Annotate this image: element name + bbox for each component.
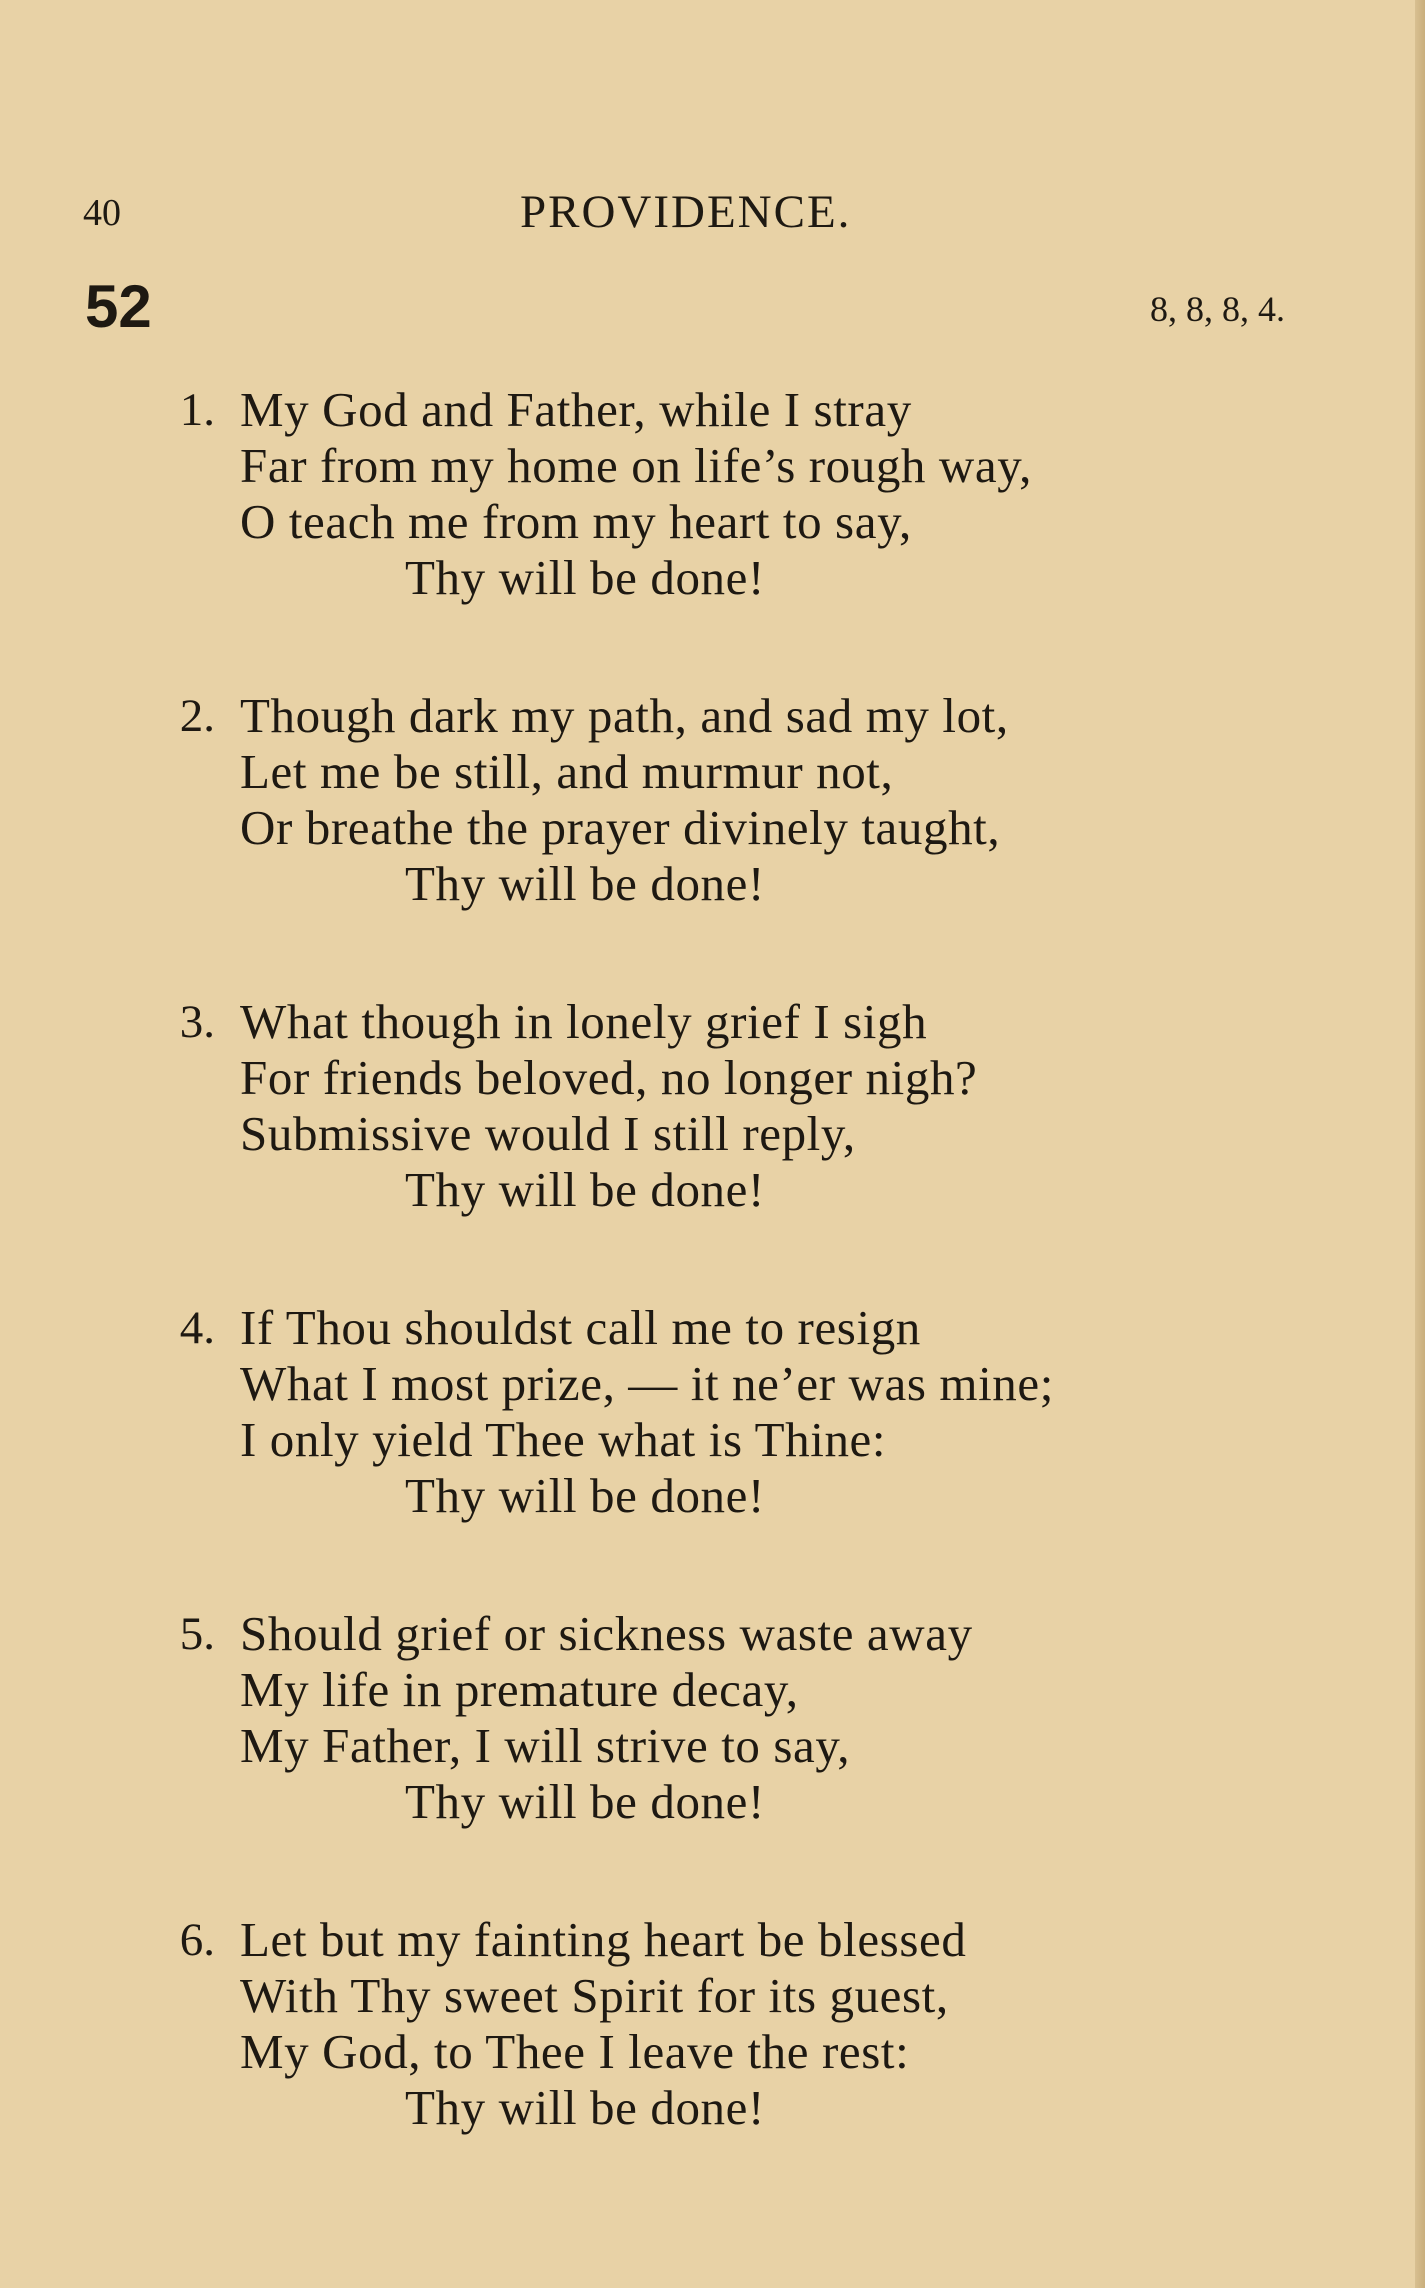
- stanza-1: [0, 382, 1425, 688]
- stanza-line: Or breathe the prayer divinely taught,: [240, 800, 1001, 855]
- stanza-number: 3.: [179, 996, 215, 1048]
- stanza-3: [0, 994, 1425, 1300]
- running-head: PROVIDENCE.: [520, 186, 852, 238]
- stanza-line: With Thy sweet Spirit for its guest,: [240, 1968, 949, 2023]
- stanza-refrain: Thy will be done!: [405, 2080, 765, 2135]
- stanza-2: [0, 688, 1425, 994]
- stanza-line: Submissive would I still reply,: [240, 1106, 856, 1161]
- stanza-4: [0, 1300, 1425, 1606]
- stanza-line: Let but my fainting heart be blessed: [240, 1912, 967, 1967]
- stanza-refrain: Thy will be done!: [405, 550, 765, 605]
- stanza-list: [0, 382, 1425, 2218]
- page-number: 40: [83, 192, 121, 234]
- stanza-line: My Father, I will strive to say,: [240, 1718, 851, 1773]
- stanza-number: 5.: [179, 1608, 215, 1660]
- stanza-line: Far from my home on life’s rough way,: [240, 438, 1032, 493]
- stanza-6: [0, 1912, 1425, 2218]
- stanza-line: What though in lonely grief I sigh: [240, 994, 928, 1049]
- hymn-meter: 8, 8, 8, 4.: [1150, 289, 1285, 329]
- stanza-line: If Thou shouldst call me to resign: [240, 1300, 921, 1355]
- stanza-line: Let me be still, and murmur not,: [240, 744, 894, 799]
- stanza-refrain: Thy will be done!: [405, 1162, 765, 1217]
- stanza-number: 1.: [179, 384, 215, 436]
- stanza-number: 4.: [179, 1302, 215, 1354]
- stanza-line: Should grief or sickness waste away: [240, 1606, 973, 1661]
- stanza-line: My life in premature decay,: [240, 1662, 799, 1717]
- stanza-line: O teach me from my heart to say,: [240, 494, 912, 549]
- stanza-refrain: Thy will be done!: [405, 1468, 765, 1523]
- hymn-number: 52: [85, 273, 152, 340]
- stanza-refrain: Thy will be done!: [405, 1774, 765, 1829]
- stanza-line: What I most prize, — it ne’er was mine;: [240, 1356, 1054, 1411]
- stanza-line: My God and Father, while I stray: [240, 382, 912, 437]
- stanza-line: Though dark my path, and sad my lot,: [240, 688, 1009, 743]
- stanza-refrain: Thy will be done!: [405, 856, 765, 911]
- stanza-line: I only yield Thee what is Thine:: [240, 1412, 887, 1467]
- stanza-line: My God, to Thee I leave the rest:: [240, 2024, 910, 2079]
- stanza-number: 6.: [179, 1914, 215, 1966]
- stanza-line: For friends beloved, no longer nigh?: [240, 1050, 978, 1105]
- stanza-number: 2.: [179, 690, 215, 742]
- stanza-5: [0, 1606, 1425, 1912]
